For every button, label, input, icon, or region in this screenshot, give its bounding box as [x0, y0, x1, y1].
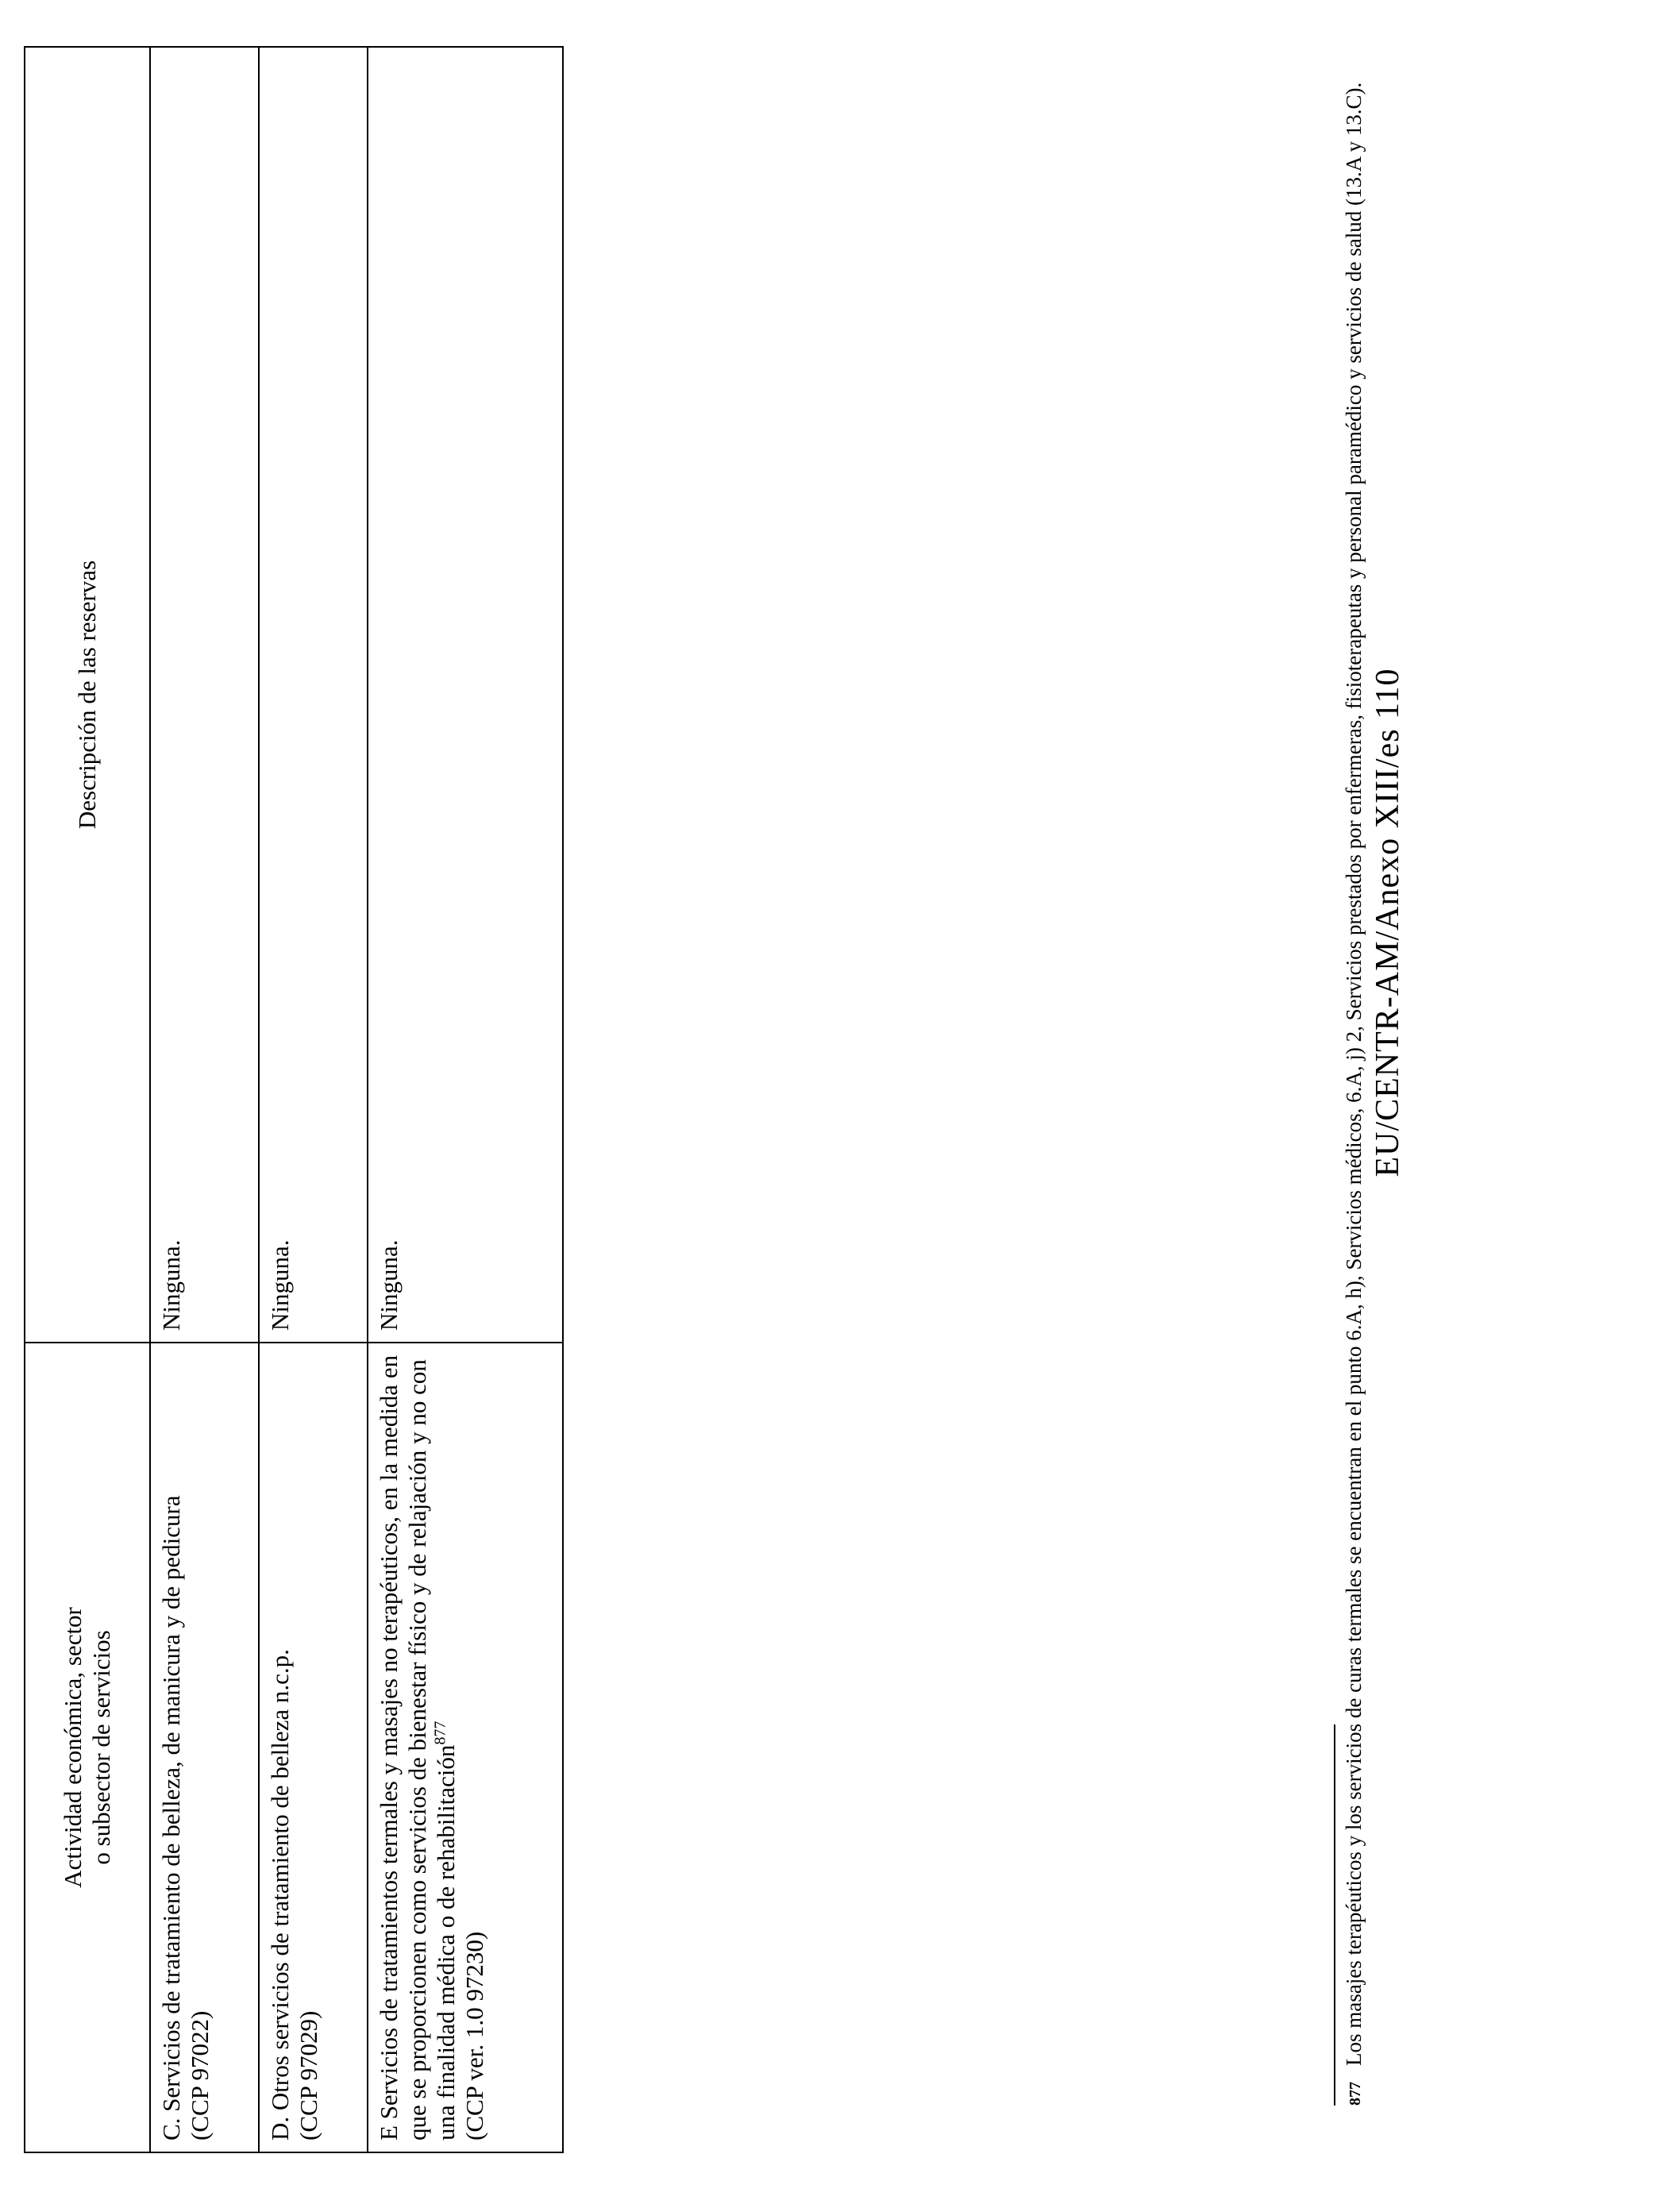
- description-cell: Ninguna.: [368, 47, 563, 1343]
- table-header-row: [25, 47, 150, 2152]
- footnote-separator: [1334, 1724, 1335, 2106]
- footnote-number: 877: [1347, 2082, 1364, 2106]
- activity-text: D. Otros servicios de tratamiento de belleza n.c.p.: [265, 1649, 294, 2140]
- header-description: Descripción de las reservas: [25, 47, 150, 1343]
- activity-cell: [368, 1343, 563, 2152]
- activity-text: C. Servicios de tratamiento de belleza, de manicura y de pedicura: [157, 1495, 185, 2140]
- reservations-table: [24, 46, 564, 2153]
- document-reference: EU/CENTR-AM/Anexo XIII/es 110: [1370, 668, 1406, 1177]
- activity-text: E Servicios de tratamientos termales y masajes no terapéuticos, en la medida en que se proporcionen como servicios de bienestar físico y de relajación y no con una finalidad médica o de rehabilitación: [374, 1354, 460, 2140]
- header-activity-line2: o subsector de servicios: [87, 1630, 115, 1865]
- activity-code: (CCP 97022): [186, 2010, 214, 2140]
- description-cell: Ninguna.: [259, 47, 368, 1343]
- footnote-marker[interactable]: 877: [431, 1720, 449, 1745]
- header-activity: [25, 1343, 150, 2152]
- activity-cell: [150, 1343, 259, 2152]
- footer-region: [1318, 48, 1413, 2153]
- header-activity-line1: Actividad económica, sector: [59, 1607, 87, 1888]
- table-row: [368, 47, 563, 2152]
- activity-code: (CCP ver. 1.0 97230): [460, 1931, 488, 2140]
- footnote-text: Los masajes terapéuticos y los servicios de curas termales se encuentran en el punto 6.A, h), Servicios médicos, 6.A, j) 2, Servicios prestados por enfermeras, fisioterapeutas y personal paramédico y servicios de salud (13.A y 13.C).: [1342, 82, 1366, 2066]
- activity-code: (CCP 97029): [294, 2010, 322, 2140]
- reservations-table-region: [24, 48, 564, 2153]
- table-row: [150, 47, 259, 2152]
- table-row: [259, 47, 368, 2152]
- activity-cell: [259, 1343, 368, 2152]
- description-cell: Ninguna.: [150, 47, 259, 1343]
